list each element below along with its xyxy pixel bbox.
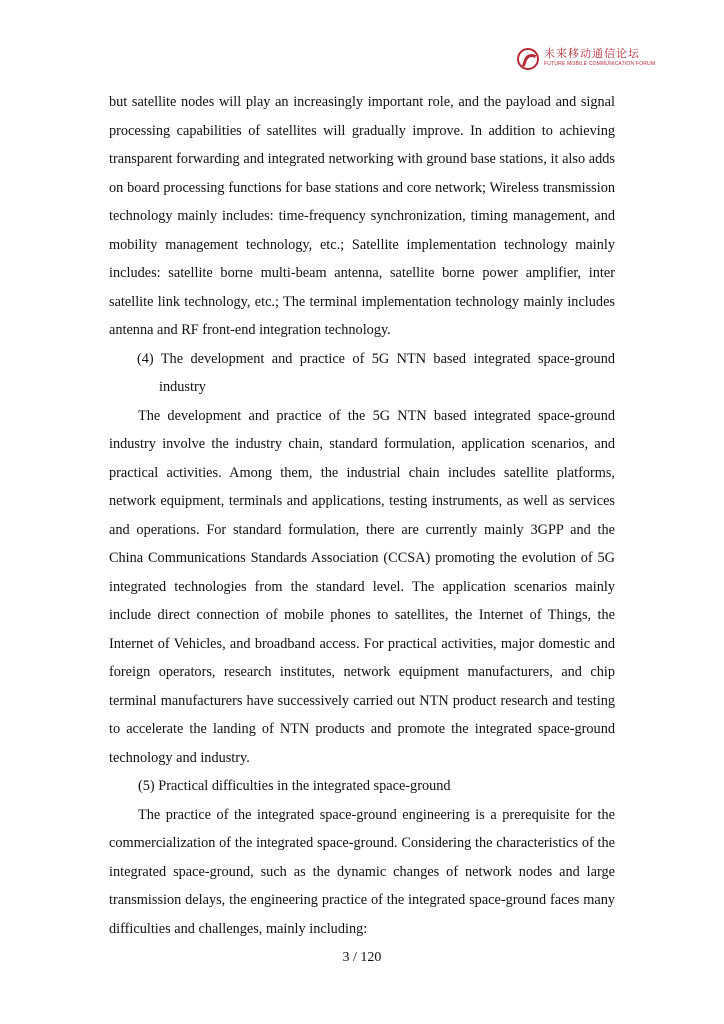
forum-logo-tagline: FUTURE MOBILE COMMUNICATION FORUM xyxy=(544,61,656,67)
section-heading-4: (4) The development and practice of 5G NTN based integrated space-ground industry xyxy=(137,350,615,395)
continued-paragraph: but satellite nodes will play an increasingly important role, and the payload and signal processing capabilities of satellites will gradually improve. In addition to achieving transparent forwarding and integrated networking with ground base stations, it also adds on board processing functions for base stations and core network; Wireless transmission technology mainly includes: time-frequency synchronization, timing management, and mobility management technology, etc.; Satellite implementation technology mainly includes: satellite borne multi-beam antenna, satellite borne power amplifier, inter satellite link technology, etc.; The terminal implementation technology mainly includes antenna and RF front-end integration technology. xyxy=(109,94,615,338)
industry-paragraph: The development and practice of the 5G NTN based integrated space-ground industry involve the industry chain, standard formulation, application scenarios, and practical activities. Among them, the industrial chain includes satellite platforms, network equipment, terminals and applications, testing instruments, as well as services and operations. For standard formulation, there are currently mainly 3GPP and the China Communications Standards Association (CCSA) promoting the evolution of 5G integrated technologies from the standard level. The application scenarios mainly include direct connection of mobile phones to satellites, the Internet of Things, the Internet of Vehicles, and broadband access. For practical activities, major domestic and foreign operators, research institutes, network equipment manufacturers, and chip terminal manufacturers have successively carried out NTN product research and testing to accelerate the landing of NTN products and promote the integrated space-ground technology and industry. xyxy=(109,407,615,766)
forum-logo-icon xyxy=(517,48,539,70)
page-number: 3 / 120 xyxy=(342,950,382,965)
forum-logo xyxy=(517,47,656,75)
difficulties-paragraph: The practice of the integrated space-ground engineering is a prerequisite for the commercialization of the integrated space-ground. Considering the characteristics of the integrated space-ground, such as the dynamic changes of network nodes and large transmission delays, the engineering practice of the integrated space-ground faces many difficulties and challenges, mainly including: xyxy=(109,806,615,937)
document-body xyxy=(109,88,615,943)
forum-logo-name: 未来移动通信论坛 xyxy=(544,48,640,60)
section-heading-5: (5) Practical difficulties in the integrated space-ground xyxy=(138,778,451,794)
